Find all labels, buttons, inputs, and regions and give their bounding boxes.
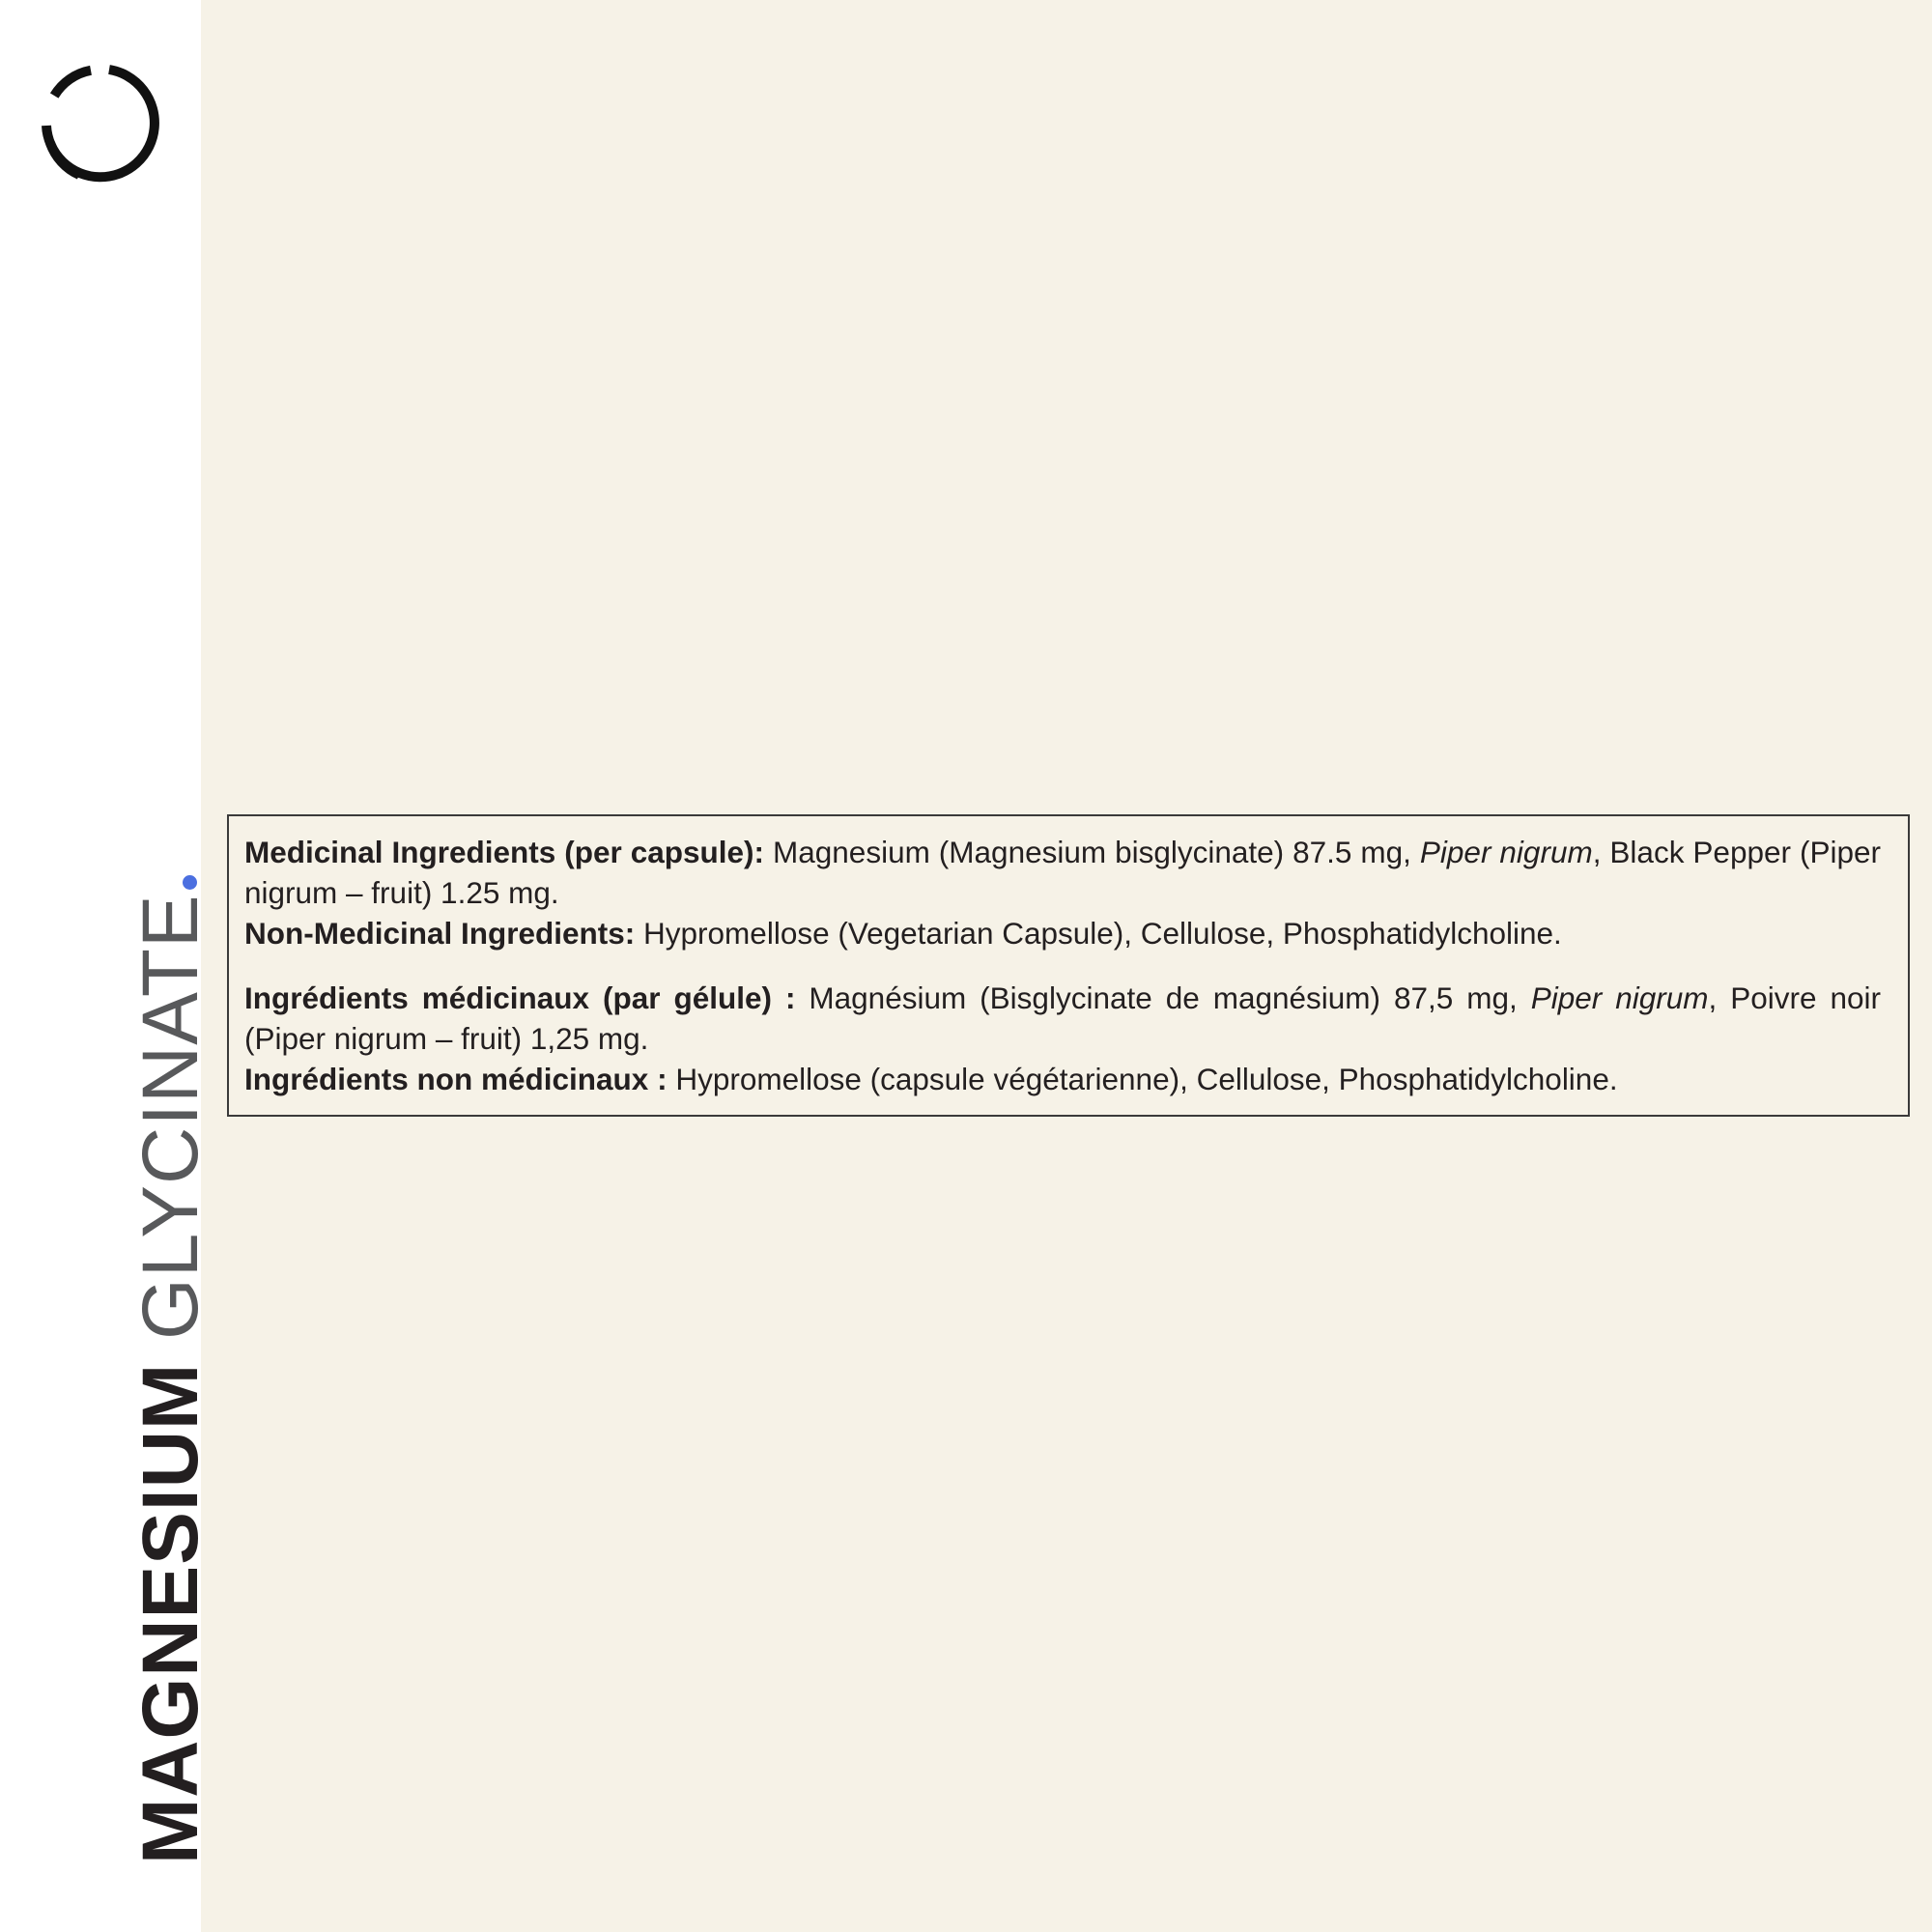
brand-sidebar: [0, 0, 214, 1932]
product-name-vertical: [127, 875, 214, 1864]
medicinal-label-en: Medicinal Ingredients (per capsule):: [244, 835, 765, 869]
non-medicinal-ingredients-en: [244, 913, 1881, 953]
product-name-word-2: GLYCINATE: [127, 894, 214, 1340]
ingredients-panel: [227, 814, 1910, 1117]
medicinal-ingredients-en: [244, 832, 1881, 913]
medicinal-italic-en: Piper nigrum: [1419, 835, 1593, 869]
medicinal-label-fr: Ingrédients médicinaux (par gélule) :: [244, 980, 796, 1015]
medicinal-text-en-1: Magnesium (Magnesium bisglycinate) 87.5 mg,: [764, 835, 1420, 869]
medicinal-text-en-2: , Black Pepper (Piper nigrum – fruit) 1.25 mg.: [244, 835, 1881, 910]
accent-dot: [183, 875, 197, 890]
non-medicinal-ingredients-fr: [244, 1059, 1881, 1099]
non-medicinal-label-en: Non-Medicinal Ingredients:: [244, 916, 636, 951]
product-name-word-1: MAGNESIUM: [127, 1362, 214, 1864]
non-medicinal-label-fr: Ingrédients non médicinaux :: [244, 1062, 668, 1096]
non-medicinal-text-en: Hypromellose (Vegetarian Capsule), Cellulose, Phosphatidylcholine.: [635, 916, 1562, 951]
non-medicinal-text-fr: Hypromellose (capsule végétarienne), Cellulose, Phosphatidylcholine.: [667, 1062, 1618, 1096]
medicinal-text-fr-2: , Poivre noir (Piper nigrum – fruit) 1,25 mg.: [244, 980, 1881, 1056]
medicinal-italic-fr: Piper nigrum: [1530, 980, 1709, 1015]
medicinal-text-fr-1: Magnésium (Bisglycinate de magnésium) 87,5 mg,: [795, 980, 1531, 1015]
open-circle-logo-icon: [39, 62, 162, 185]
medicinal-ingredients-fr: [244, 978, 1881, 1059]
